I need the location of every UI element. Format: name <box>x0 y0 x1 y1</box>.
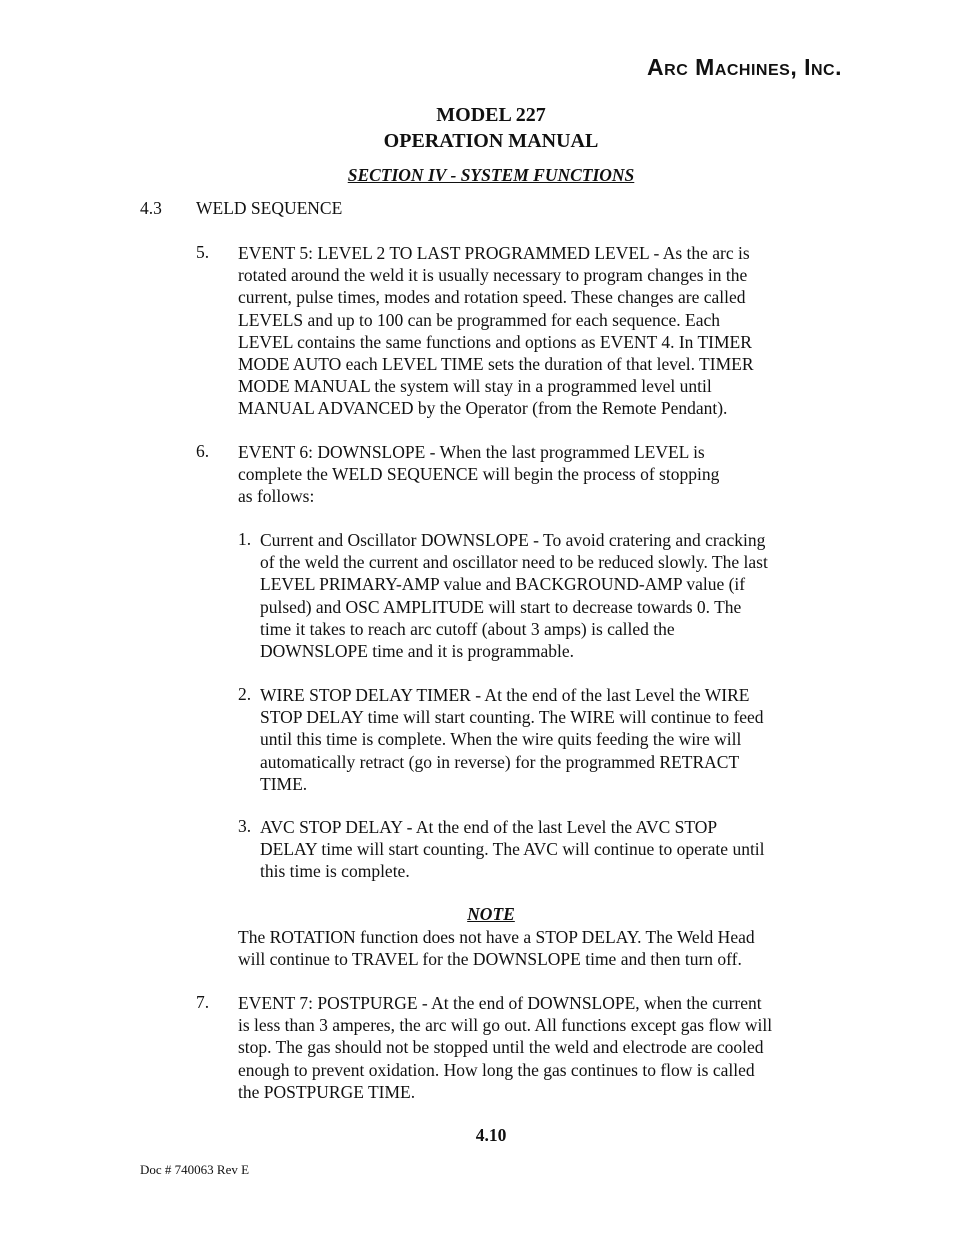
event-5-number: 5. <box>196 242 210 262</box>
event-7-text: EVENT 7: POSTPURGE - At the end of DOWNSLOPE, when the current is less than 3 amperes, the arc will go out. All functions except gas flow will stop. The gas should not be stopped until the weld and electrode are cooled enough to prevent oxidation. How long the gas continues to flow is called the POSTPURGE TIME. <box>238 993 773 1102</box>
document-number: Doc # 740063 Rev E <box>140 1162 250 1177</box>
subitem-1-number: 1. <box>238 529 252 549</box>
page-number: 4.10 <box>475 1125 507 1145</box>
subitem-1-text: Current and Oscillator DOWNSLOPE - To avoid cratering and cracking of the weld the current and oscillator need to be reduced slowly. The last LEVEL PRIMARY-AMP value and BACKGROUND-AMP value (if pulsed) and OSC AMPLITUDE will start to decrease towards 0. The time it takes to reach arc cutoff (about 3 amps) is called the DOWNSLOPE time and it is programmable. <box>260 530 768 662</box>
event-6-text: EVENT 6: DOWNSLOPE - When the last programmed LEVEL is complete the WELD SEQUENCE will begin the process of stopping as follows: <box>238 442 720 507</box>
model-title: MODEL 227 <box>436 104 546 126</box>
subitem-3-number: 3. <box>238 816 252 836</box>
heading-text: WELD SEQUENCE <box>196 198 343 218</box>
subitem-2-number: 2. <box>238 684 252 704</box>
subitem-2-text: WIRE STOP DELAY TIMER - At the end of the last Level the WIRE STOP DELAY time will start counting. The WIRE will continue to feed until this time is complete. When the wire quits feeding the wire will automatically retract (go in reverse) for the programmed RETRACT TIME. <box>260 685 764 794</box>
manual-title: OPERATION MANUAL <box>383 130 599 152</box>
heading-number: 4.3 <box>140 198 162 218</box>
event-6-number: 6. <box>196 441 210 461</box>
subitem-3-text: AVC STOP DELAY - At the end of the last Level the AVC STOP DELAY time will start counting. The AVC will continue to operate until this time is complete. <box>260 817 765 882</box>
event-7-number: 7. <box>196 992 210 1012</box>
company-logo: Arc Machines, Inc. <box>647 54 842 80</box>
note-label: NOTE <box>467 904 515 924</box>
event-5-text: EVENT 5: LEVEL 2 TO LAST PROGRAMMED LEVEL - As the arc is rotated around the weld it is usually necessary to program changes in the current, pulse times, modes and rotation speed. These changes are called LEVELS and up to 100 can be programmed for each sequence. Each LEVEL contains the same functions and options as EVENT 4. In TIMER MODE AUTO each LEVEL TIME sets the duration of that level. TIMER MODE MANUAL the system will stay in a programmed level until MANUAL ADVANCED by the Operator (from the Remote Pendant). <box>238 243 754 419</box>
note-text: The ROTATION function does not have a STOP DELAY. The Weld Head will continue to TRAVEL for the DOWNSLOPE time and then turn off. <box>238 927 755 970</box>
section-title: SECTION IV - SYSTEM FUNCTIONS <box>347 165 635 185</box>
